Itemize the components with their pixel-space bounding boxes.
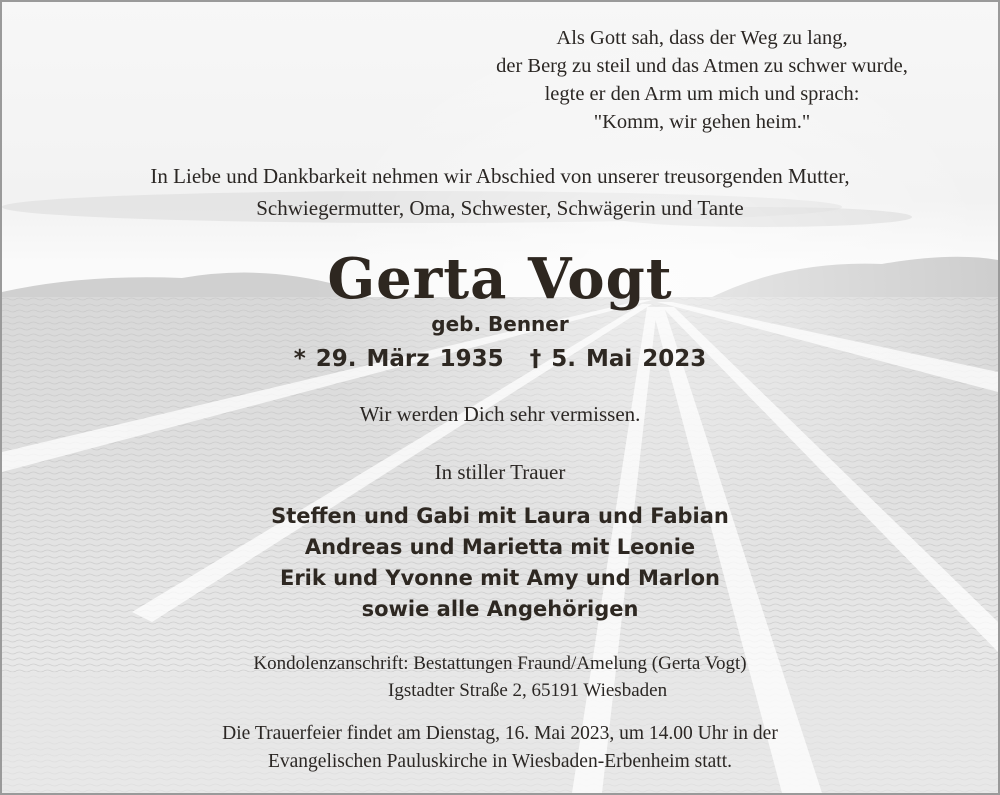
service-line: Evangelischen Pauluskirche in Wiesbaden-Erbenheim statt. bbox=[267, 751, 732, 772]
intro-line: Schwiegermutter, Oma, Schwester, Schwägerin und Tante bbox=[256, 196, 744, 220]
birth-date: * 29. März 1935 bbox=[293, 346, 504, 372]
mourning-heading: In stiller Trauer bbox=[434, 460, 566, 484]
family-line: Steffen und Gabi mit Laura und Fabian bbox=[271, 504, 729, 528]
deceased-name: Gerta Vogt bbox=[327, 246, 673, 312]
death-date: † 5. Mai 2023 bbox=[529, 346, 707, 372]
service-line: Die Trauerfeier findet am Dienstag, 16. Mai 2023, um 14.00 Uhr in der bbox=[222, 723, 778, 744]
life-dates bbox=[2, 346, 998, 372]
family-list bbox=[2, 501, 998, 625]
funeral-service-info bbox=[2, 720, 998, 776]
verse-line: legte er den Arm um mich und sprach: bbox=[544, 83, 860, 105]
intro-line: In Liebe und Dankbarkeit nehmen wir Abschied von unserer treusorgenden Mutter, bbox=[150, 164, 850, 188]
farewell-message: Wir werden Dich sehr vermissen. bbox=[359, 402, 641, 426]
family-line: Andreas und Marietta mit Leonie bbox=[304, 535, 696, 559]
verse bbox=[422, 24, 982, 136]
birth-name: geb. Benner bbox=[431, 312, 569, 336]
condolence-line: Kondolenzanschrift: Bestattungen Fraund/Amelung (Gerta Vogt) bbox=[253, 653, 747, 674]
family-line: sowie alle Angehörigen bbox=[361, 597, 639, 621]
intro-text bbox=[2, 160, 998, 224]
verse-line: der Berg zu steil und das Atmen zu schwer wurde, bbox=[496, 55, 908, 77]
condolence-street: Igstadter Straße 2, 65191 Wiesbaden bbox=[388, 680, 668, 701]
verse-line: Als Gott sah, dass der Weg zu lang, bbox=[556, 27, 848, 49]
family-line: Erik und Yvonne mit Amy und Marlon bbox=[279, 566, 720, 590]
verse-line: "Komm, wir gehen heim." bbox=[593, 111, 811, 133]
